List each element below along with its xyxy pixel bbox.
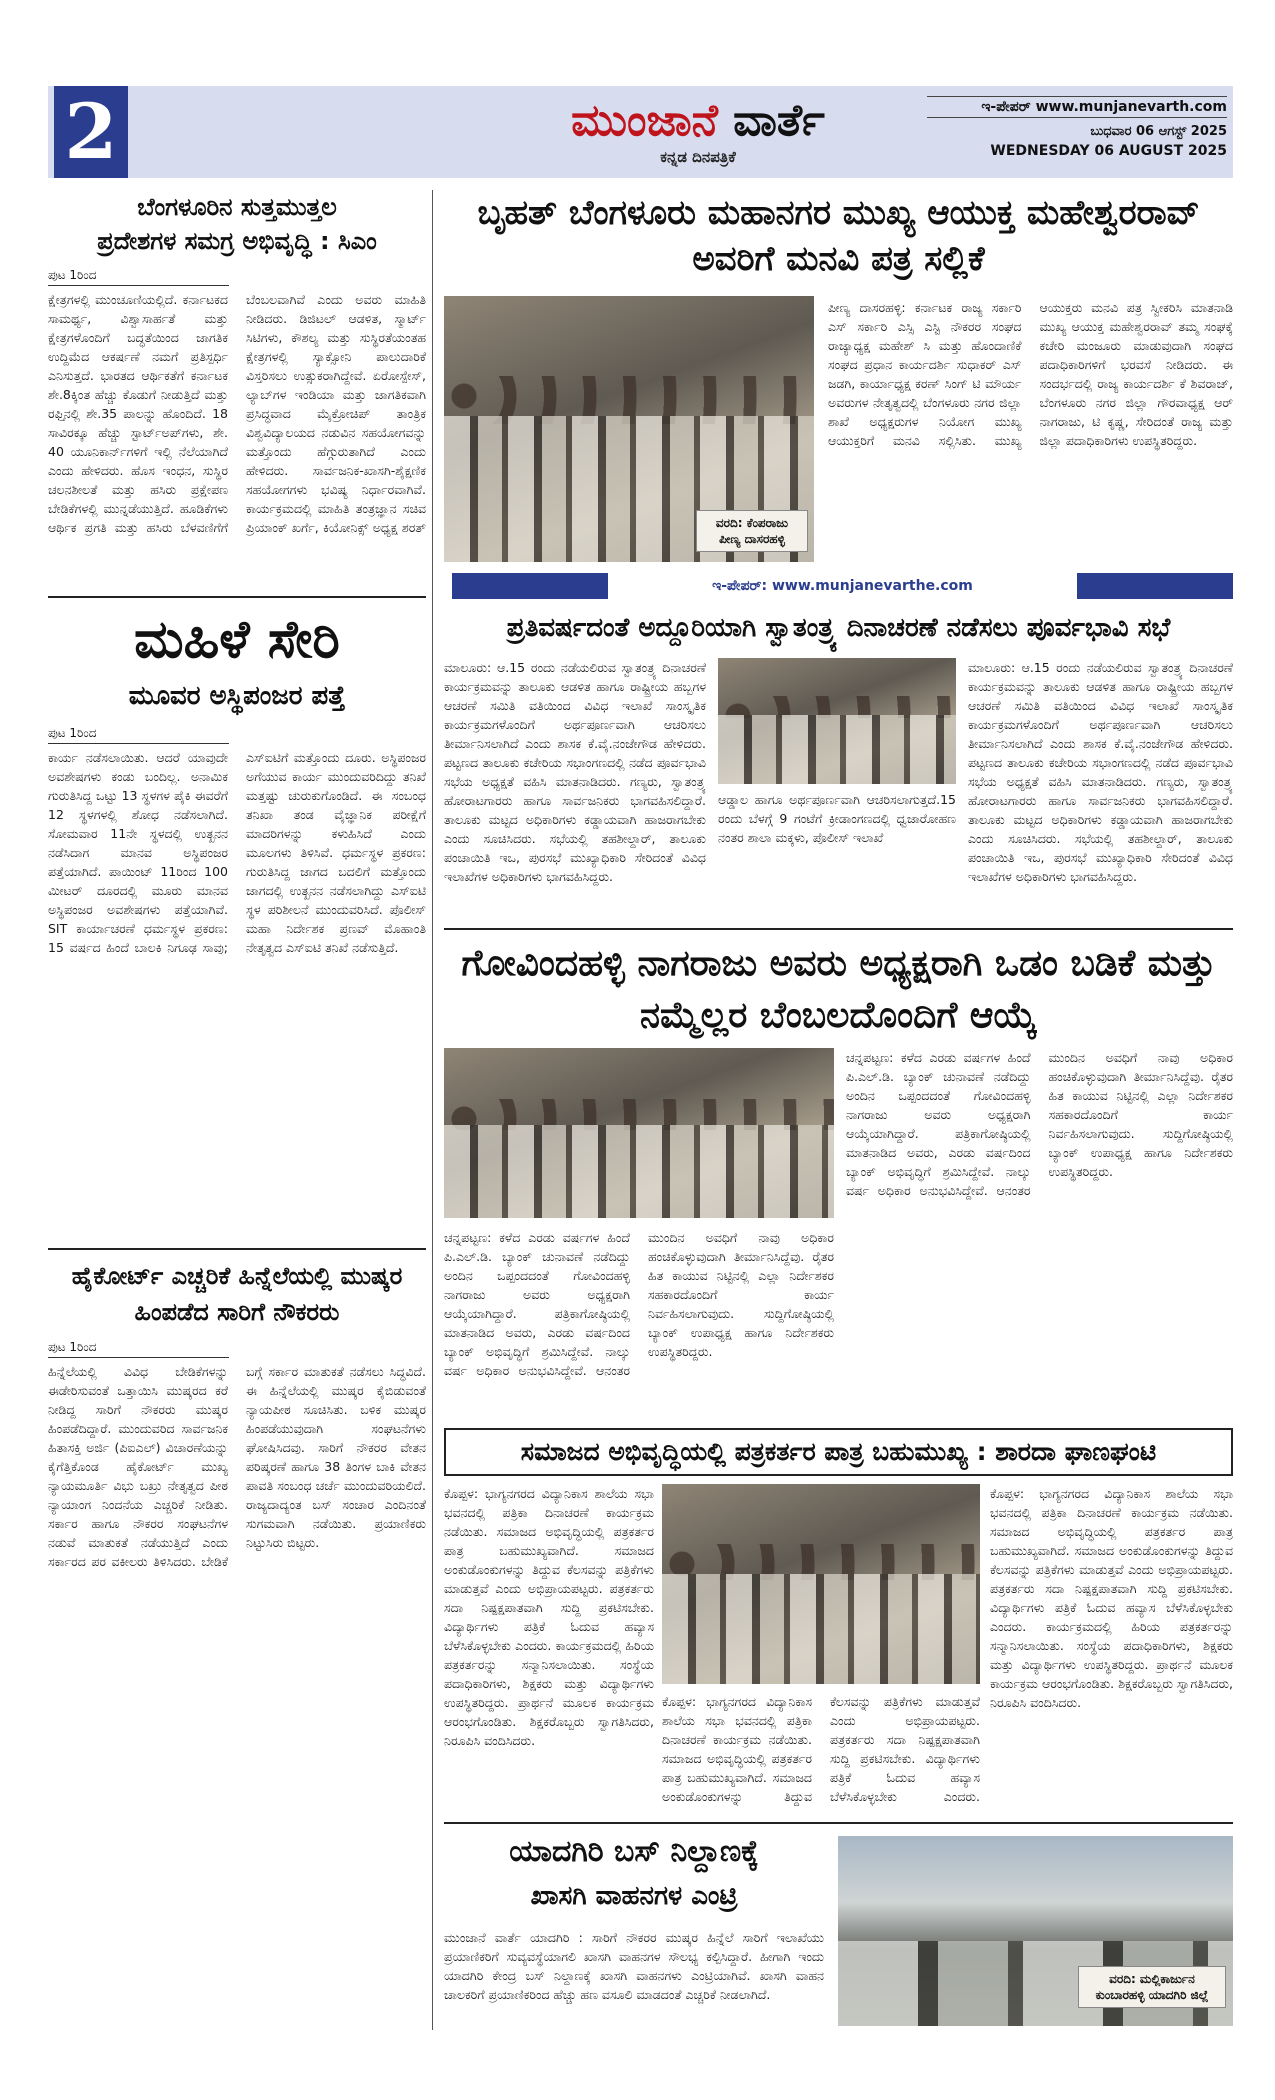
story-transport-strike bbox=[48, 1258, 426, 2022]
column-divider bbox=[432, 190, 433, 2030]
epaper-banner-text: ಇ-ಪೇಪರ್: www.munjanevarthe.com bbox=[712, 578, 973, 594]
story2-photo-caption bbox=[696, 510, 808, 552]
story1-kicker: ಬೆಂಗಳೂರಿನ ಸುತ್ತಮುತ್ತಲ bbox=[137, 193, 337, 221]
divider bbox=[444, 1822, 1233, 1824]
story5-body: ಚನ್ನಪಟ್ಟಣ: ಕಳೆದ ಎರಡು ವರ್ಷಗಳ ಹಿಂದೆ ಪಿ.ಎಲ್.ಡಿ. ಬ್ಯಾಂಕ್ ಚುನಾವಣೆ ನಡೆದಿದ್ದು ಅಂದಿನ ಒಪ್ಪಂದದಂತೆ ಗೋವಿಂದಹಳ್ಳಿ ನಾಗರಾಜು ಅವರು ಅಧ್ಯಕ್ಷರಾಗಿ ಆಯ್ಕೆಯಾಗಿದ್ದಾರೆ. ಪತ್ರಿಕಾಗೋಷ್ಠಿಯಲ್ಲಿ ಮಾತನಾಡಿದ ಅವರು, ಎರಡು ವರ್ಷದಿಂದ ಬ್ಯಾಂಕ್ ಅಭಿವೃದ್ಧಿಗೆ ಶ್ರಮಿಸಿದ್ದೇವೆ. ನಾಲ್ಕು ವರ್ಷ ಅಧಿಕಾರ ಅನುಭವಿಸಿದ್ದೇವೆ. ಆನಂತರ ಮುಂದಿನ ಅವಧಿಗೆ ನಾವು ಅಧಿಕಾರ ಹಂಚಿಕೊಳ್ಳುವುದಾಗಿ ತೀರ್ಮಾನಿಸಿದ್ದೆವು. ರೈತರ ಹಿತ ಕಾಯುವ ನಿಟ್ಟಿನಲ್ಲಿ ಎಲ್ಲಾ ನಿರ್ದೇಶಕರ ಸಹಕಾರದೊಂದಿಗೆ ಕಾರ್ಯ ನಿರ್ವಹಿಸಲಾಗುವುದು. ಸುದ್ದಿಗೋಷ್ಠಿಯಲ್ಲಿ ಬ್ಯಾಂಕ್ ಉಪಾಧ್ಯಕ್ಷ ಹಾಗೂ ನಿರ್ದೇಶಕರು ಉಪಸ್ಥಿತರಿದ್ದರು. bbox=[444, 1230, 834, 1378]
brand-logo bbox=[508, 96, 888, 166]
story4-headline: ಪ್ರತಿವರ್ಷದಂತೆ ಅದ್ದೂರಿಯಾಗಿ ಸ್ವಾತಂತ್ರ್ಯ ದಿನಾಚರಣೆ ನಡೆಸಲು ಪೂರ್ವಭಾವಿ ಸಭೆ bbox=[506, 613, 1171, 643]
story3-body: ಕಾರ್ಯ ನಡೆಸಲಾಯಿತು. ಆದರೆ ಯಾವುದೇ ಅವಶೇಷಗಳು ಕಂಡು ಬಂದಿಲ್ಲ. ಅನಾಮಿಕ ಗುರುತಿಸಿದ್ದ ಒಟ್ಟು 13 ಸ್ಥಳಗಳ ಪೈಕಿ ಈವರೆಗೆ 12 ಸ್ಥಳಗಳಲ್ಲಿ ಶೋಧ ನಡೆಸಲಾಗಿದೆ. ಸೋಮವಾರ 11ನೇ ಸ್ಥಳದಲ್ಲಿ ಉತ್ಖನನ ನಡೆಸಿದಾಗ ಮಾನವ ಅಸ್ಥಿಪಂಜರ ಪತ್ತೆಯಾಗಿದೆ. ಪಾಯಿಂಟ್ 11ರಿಂದ 100 ಮೀಟರ್ ದೂರದಲ್ಲಿ ಮೂರು ಮಾನವ ಅಸ್ಥಿಪಂಜರ ಅವಶೇಷಗಳು ಪತ್ತೆಯಾಗಿವೆ. SIT ಕಾರ್ಯಾಚರಣೆ ಧರ್ಮಸ್ಥಳ ಪ್ರಕರಣ: 15 ವರ್ಷದ ಹಿಂದೆ ಬಾಲಕಿ ನಿಗೂಢ ಸಾವು; ಎಸ್‌ಐಟಿಗೆ ಮತ್ತೊಂದು ದೂರು. ಅಸ್ಥಿಪಂಜರ ಅಗೆಯುವ ಕಾರ್ಯ ಮುಂದುವರಿದಿದ್ದು ತನಿಖೆ ಮತ್ತಷ್ಟು ಚುರುಕುಗೊಂಡಿದೆ. ಈ ಸಂಬಂಧ ತನಿಖಾ ತಂಡ ವೈಜ್ಞಾನಿಕ ಪರೀಕ್ಷೆಗೆ ಮಾದರಿಗಳನ್ನು ಕಳುಹಿಸಿದೆ ಎಂದು ಮೂಲಗಳು ತಿಳಿಸಿವೆ. ಧರ್ಮಸ್ಥಳ ಪ್ರಕರಣ: ಗುರುತಿಸಿದ್ದ ಜಾಗದ ಬದಲಿಗೆ ಮತ್ತೊಂದು ಜಾಗದಲ್ಲಿ ಉತ್ಖನನ ನಡೆಸಲಾಗಿದ್ದು ಎಸ್‌ಐಟಿ ಸ್ಥಳ ಪರಿಶೀಲನೆ ಮುಂದುವರಿಸಿದೆ. ಪೊಲೀಸ್ ಮಹಾ ನಿರ್ದೇಶಕ ಪ್ರಣವ್ ಮೊಹಾಂತಿ ನೇತೃತ್ವದ ಎಸ್‌ಐಟಿ ತನಿಖೆ ನಡೆಸುತ್ತಿದೆ. bbox=[48, 750, 426, 955]
date-kannada: ಬುಧವಾರ 06 ಆಗಸ್ಟ್ 2025 bbox=[1090, 124, 1227, 139]
story4-photo-caption: ಆಡ್ಡಾಲ ಹಾಗೂ ಅರ್ಥಪೂರ್ಣವಾಗಿ ಆಚರಿಸಲಾಗುತ್ತದೆ.15 ರಂದು ಬೆಳಗ್ಗೆ 9 ಗಂಟೆಗೆ ಕ್ರೀಡಾಂಗಣದಲ್ಲಿ ಧ್ವಜಾರೋಹಣ ನಂತರ ಶಾಲಾ ಮಕ್ಕಳು, ಪೊಲೀಸ್ ಇಲಾಖೆ bbox=[718, 792, 956, 845]
story-skeletons bbox=[48, 608, 426, 1208]
story8-body: ಮುಂಜಾನೆ ವಾರ್ತೆ ಯಾದಗಿರಿ : ಸಾರಿಗೆ ನೌಕರರ ಮುಷ್ಕರ ಹಿನ್ನೆಲೆ ಸಾರಿಗೆ ಇಲಾಖೆಯು ಪ್ರಯಾಣಿಕರಿಗೆ ಸುವ್ಯವಸ್ಥೆಯಾಗಲಿ ಖಾಸಗಿ ವಾಹನಗಳ ಸೌಲಭ್ಯ ಕಲ್ಪಿಸಿದ್ದಾರೆ. ಹೀಗಾಗಿ ಇಂದು ಯಾದಗಿರಿ ಕೇಂದ್ರ ಬಸ್ ನಿಲ್ದಾಣಕ್ಕೆ ಖಾಸಗಿ ವಾಹನಗಳು ಎಂಟ್ರಿಯಾಗಿವೆ. ಖಾಸಗಿ ವಾಹನ ಚಾಲಕರಿಗೆ ಪ್ರಯಾಣಿಕರಿಂದ ಹೆಚ್ಚು ಹಣ ವಸೂಲಿ ಮಾಡದಂತೆ ಎಚ್ಚರಿಕೆ ನೀಡಲಾಗಿದೆ. bbox=[444, 1930, 824, 2002]
story7-photo bbox=[662, 1484, 980, 1684]
newspaper-page bbox=[48, 86, 1233, 2031]
date-english: WEDNESDAY 06 AUGUST 2025 bbox=[990, 143, 1227, 159]
story8-photo-caption bbox=[1078, 1966, 1226, 2008]
story4-body: ಮಾಲೂರು: ಆ.15 ರಂದು ನಡೆಯಲಿರುವ ಸ್ವಾತಂತ್ರ್ಯ ದಿನಾಚರಣೆ ಕಾರ್ಯಕ್ರಮವನ್ನು ತಾಲೂಕು ಆಡಳಿತ ಹಾಗೂ ರಾಷ್ಟ್ರೀಯ ಹಬ್ಬಗಳ ಆಚರಣೆ ಸಮಿತಿ ವತಿಯಿಂದ ವಿವಿಧ ಇಲಾಖೆ ಸಾಂಸ್ಕೃತಿಕ ಕಾರ್ಯಕ್ರಮಗಳೊಂದಿಗೆ ಅರ್ಥಪೂರ್ಣವಾಗಿ ಆಚರಿಸಲು ತೀರ್ಮಾನಿಸಲಾಗಿದೆ ಎಂದು ಶಾಸಕ ಕೆ.ವೈ.ನಂಜೇಗೌಡ ಹೇಳಿದರು. ಪಟ್ಟಣದ ತಾಲೂಕು ಕಚೇರಿಯ ಸಭಾಂಗಣದಲ್ಲಿ ನಡೆದ ಪೂರ್ವಭಾವಿ ಸಭೆಯ ಅಧ್ಯಕ್ಷತೆ ವಹಿಸಿ ಮಾತನಾಡಿದರು. ಗಣ್ಯರು, ಸ್ವಾತಂತ್ರ್ಯ ಹೋರಾಟಗಾರರು ಹಾಗೂ ಸಾರ್ವಜನಿಕರು ಭಾಗವಹಿಸಲಿದ್ದಾರೆ. ತಾಲೂಕು ಮಟ್ಟದ ಅಧಿಕಾರಿಗಳು ಕಡ್ಡಾಯವಾಗಿ ಹಾಜರಾಗಬೇಕು ಎಂದು ಸೂಚಿಸಿದರು. ಸಭೆಯಲ್ಲಿ ತಹಶೀಲ್ದಾರ್, ತಾಲೂಕು ಪಂಚಾಯಿತಿ ಇಒ, ಪುರಸಭೆ ಮುಖ್ಯಾಧಿಕಾರಿ ಸೇರಿದಂತೆ ವಿವಿಧ ಇಲಾಖೆಗಳ ಅಧಿಕಾರಿಗಳು ಭಾಗವಹಿಸಿದ್ದರು. bbox=[444, 660, 706, 884]
story4-photo bbox=[718, 658, 956, 784]
story7-headline: ಸಮಾಜದ ಅಭಿವೃದ್ಧಿಯಲ್ಲಿ ಪತ್ರಕರ್ತರ ಪಾತ್ರ ಬಹುಮುಖ್ಯ : ಶಾರದಾ ಘಾಣಘಂಟಿ bbox=[520, 1437, 1157, 1466]
story7-body-cont: ಕೊಪ್ಪಳ: ಭಾಗ್ಯನಗರದ ವಿದ್ಯಾನಿಕಾಸ ಶಾಲೆಯ ಸಭಾ ಭವನದಲ್ಲಿ ಪತ್ರಿಕಾ ದಿನಾಚರಣೆ ಕಾರ್ಯಕ್ರಮ ನಡೆಯಿತು. ಸಮಾಜದ ಅಭಿವೃದ್ಧಿಯಲ್ಲಿ ಪತ್ರಕರ್ತರ ಪಾತ್ರ ಬಹುಮುಖ್ಯವಾಗಿದೆ. ಸಮಾಜದ ಅಂಕುಡೊಂಕುಗಳನ್ನು ತಿದ್ದುವ ಕೆಲಸವನ್ನು ಪತ್ರಿಕೆಗಳು ಮಾಡುತ್ತವೆ ಎಂದು ಅಭಿಪ್ರಾಯಪಟ್ಟರು. ಪತ್ರಕರ್ತರು ಸದಾ ನಿಷ್ಪಕ್ಷಪಾತವಾಗಿ ಸುದ್ದಿ ಪ್ರಕಟಿಸಬೇಕು. ವಿದ್ಯಾರ್ಥಿಗಳು ಪತ್ರಿಕೆ ಓದುವ ಹವ್ಯಾಸ ಬೆಳೆಸಿಕೊಳ್ಳಬೇಕು ಎಂದರು. bbox=[662, 1694, 980, 1804]
story6-headline: ಹೈಕೋರ್ಟ್ ಎಚ್ಚರಿಕೆ ಹಿನ್ನೆಲೆಯಲ್ಲಿ ಮುಷ್ಕರ ಹಿಂಪಡೆದ ಸಾರಿಗೆ ನೌಕರರು bbox=[71, 1262, 403, 1326]
story7-body: ಕೊಪ್ಪಳ: ಭಾಗ್ಯನಗರದ ವಿದ್ಯಾನಿಕಾಸ ಶಾಲೆಯ ಸಭಾ ಭವನದಲ್ಲಿ ಪತ್ರಿಕಾ ದಿನಾಚರಣೆ ಕಾರ್ಯಕ್ರಮ ನಡೆಯಿತು. ಸಮಾಜದ ಅಭಿವೃದ್ಧಿಯಲ್ಲಿ ಪತ್ರಕರ್ತರ ಪಾತ್ರ ಬಹುಮುಖ್ಯವಾಗಿದೆ. ಸಮಾಜದ ಅಂಕುಡೊಂಕುಗಳನ್ನು ತಿದ್ದುವ ಕೆಲಸವನ್ನು ಪತ್ರಿಕೆಗಳು ಮಾಡುತ್ತವೆ ಎಂದು ಅಭಿಪ್ರಾಯಪಟ್ಟರು. ಪತ್ರಕರ್ತರು ಸದಾ ನಿಷ್ಪಕ್ಷಪಾತವಾಗಿ ಸುದ್ದಿ ಪ್ರಕಟಿಸಬೇಕು. ವಿದ್ಯಾರ್ಥಿಗಳು ಪತ್ರಿಕೆ ಓದುವ ಹವ್ಯಾಸ ಬೆಳೆಸಿಕೊಳ್ಳಬೇಕು ಎಂದರು. ಕಾರ್ಯಕ್ರಮದಲ್ಲಿ ಹಿರಿಯ ಪತ್ರಕರ್ತರನ್ನು ಸನ್ಮಾನಿಸಲಾಯಿತು. ಸಂಸ್ಥೆಯ ಪದಾಧಿಕಾರಿಗಳು, ಶಿಕ್ಷಕರು ಮತ್ತು ವಿದ್ಯಾರ್ಥಿಗಳು ಉಪಸ್ಥಿತರಿದ್ದರು. ಪ್ರಾರ್ಥನೆ ಮೂಲಕ ಕಾರ್ಯಕ್ರಮ ಆರಂಭಗೊಂಡಿತು. ಶಿಕ್ಷಕರೊಬ್ಬರು ಸ್ವಾಗತಿಸಿದರು, ನಿರೂಪಿಸಿ ವಂದಿಸಿದರು. bbox=[444, 1486, 654, 1748]
epaper-banner[interactable] bbox=[452, 573, 1233, 599]
divider bbox=[444, 928, 1233, 930]
masthead-info bbox=[927, 96, 1227, 159]
brand-subtitle: ಕನ್ನಡ ದಿನಪತ್ರಿಕೆ bbox=[660, 148, 736, 166]
page-number: 2 bbox=[54, 86, 128, 178]
story5-photo bbox=[444, 1048, 834, 1218]
divider bbox=[48, 596, 426, 598]
brand-title-part2: ವಾರ್ತೆ bbox=[733, 95, 825, 146]
brand-title-part1: ಮುಂಜಾನೆ bbox=[571, 95, 718, 146]
story6-dateline: ಪುಟ 1ರಿಂದ bbox=[48, 1340, 229, 1358]
story4-body-cont: ಮಾಲೂರು: ಆ.15 ರಂದು ನಡೆಯಲಿರುವ ಸ್ವಾತಂತ್ರ್ಯ ದಿನಾಚರಣೆ ಕಾರ್ಯಕ್ರಮವನ್ನು ತಾಲೂಕು ಆಡಳಿತ ಹಾಗೂ ರಾಷ್ಟ್ರೀಯ ಹಬ್ಬಗಳ ಆಚರಣೆ ಸಮಿತಿ ವತಿಯಿಂದ ವಿವಿಧ ಇಲಾಖೆ ಸಾಂಸ್ಕೃತಿಕ ಕಾರ್ಯಕ್ರಮಗಳೊಂದಿಗೆ ಅರ್ಥಪೂರ್ಣವಾಗಿ ಆಚರಿಸಲು ತೀರ್ಮಾನಿಸಲಾಗಿದೆ ಎಂದು ಶಾಸಕ ಕೆ.ವೈ.ನಂಜೇಗೌಡ ಹೇಳಿದರು. ಪಟ್ಟಣದ ತಾಲೂಕು ಕಚೇರಿಯ ಸಭಾಂಗಣದಲ್ಲಿ ನಡೆದ ಪೂರ್ವಭಾವಿ ಸಭೆಯ ಅಧ್ಯಕ್ಷತೆ ವಹಿಸಿ ಮಾತನಾಡಿದರು. ಗಣ್ಯರು, ಸ್ವಾತಂತ್ರ್ಯ ಹೋರಾಟಗಾರರು ಹಾಗೂ ಸಾರ್ವಜನಿಕರು ಭಾಗವಹಿಸಲಿದ್ದಾರೆ. ತಾಲೂಕು ಮಟ್ಟದ ಅಧಿಕಾರಿಗಳು ಕಡ್ಡಾಯವಾಗಿ ಹಾಜರಾಗಬೇಕು ಎಂದು ಸೂಚಿಸಿದರು. ಸಭೆಯಲ್ಲಿ ತಹಶೀಲ್ದಾರ್, ತಾಲೂಕು ಪಂಚಾಯಿತಿ ಇಒ, ಪುರಸಭೆ ಮುಖ್ಯಾಧಿಕಾರಿ ಸೇರಿದಂತೆ ವಿವಿಧ ಇಲಾಖೆಗಳ ಅಧಿಕಾರಿಗಳು ಭಾಗವಹಿಸಿದ್ದರು. bbox=[968, 660, 1233, 884]
story2-caption-place: ಪೀಣ್ಯ ದಾಸರಹಳ್ಳಿ bbox=[719, 532, 785, 546]
story8-caption-place: ಕುಂಬಾರಹಳ್ಳಿ ಯಾದಗಿರಿ ಜಿಲ್ಲೆ bbox=[1095, 1988, 1209, 2002]
story-bank-president bbox=[444, 938, 1233, 1042]
story2-caption-label: ವರದಿ: ಕೆಂಪರಾಜು bbox=[715, 516, 789, 530]
story2-headline: ಬೃಹತ್ ಬೆಂಗಳೂರು ಮಹಾನಗರ ಮುಖ್ಯ ಆಯುಕ್ತ ಮಹೇಶ್ವರರಾವ್ ಅವರಿಗೆ ಮನವಿ ಪತ್ರ ಸಲ್ಲಿಕೆ bbox=[477, 193, 1200, 279]
story6-body: ಹಿನ್ನೆಲೆಯಲ್ಲಿ ವಿವಿಧ ಬೇಡಿಕೆಗಳನ್ನು ಈಡೇರಿಸುವಂತೆ ಒತ್ತಾಯಿಸಿ ಮುಷ್ಕರದ ಕರೆ ನೀಡಿದ್ದ ಸಾರಿಗೆ ನೌಕರರು ಮುಷ್ಕರ ಹಿಂಪಡೆದಿದ್ದಾರೆ. ಮುಂದುವರಿದ ಸಾರ್ವಜನಿಕ ಹಿತಾಸಕ್ತಿ ಅರ್ಜಿ (ಪಿಐಎಲ್) ವಿಚಾರಣೆಯನ್ನು ಕೈಗೆತ್ತಿಕೊಂಡ ಹೈಕೋರ್ಟ್ ಮುಖ್ಯ ನ್ಯಾಯಮೂರ್ತಿ ವಿಭು ಬಖ್ರು ನೇತೃತ್ವದ ಪೀಠ ನ್ಯಾಯಾಂಗ ನಿಂದನೆಯ ಎಚ್ಚರಿಕೆ ನೀಡಿತು. ಸರ್ಕಾರ ಹಾಗೂ ನೌಕರರ ಸಂಘಟನೆಗಳ ನಡುವೆ ಮಾತುಕತೆ ನಡೆಯುತ್ತಿದೆ ಎಂದು ಸರ್ಕಾರದ ಪರ ವಕೀಲರು ತಿಳಿಸಿದರು. ಬೇಡಿಕೆ ಬಗ್ಗೆ ಸರ್ಕಾರ ಮಾತುಕತೆ ನಡೆಸಲು ಸಿದ್ಧವಿದೆ. ಈ ಹಿನ್ನೆಲೆಯಲ್ಲಿ ಮುಷ್ಕರ ಕೈಬಿಡುವಂತೆ ನ್ಯಾಯಪೀಠ ಸೂಚಿಸಿತು. ಬಳಿಕ ಮುಷ್ಕರ ಹಿಂಪಡೆಯುವುದಾಗಿ ಸಂಘಟನೆಗಳು ಘೋಷಿಸಿದವು. ಸಾರಿಗೆ ನೌಕರರ ವೇತನ ಪರಿಷ್ಕರಣೆ ಹಾಗೂ 38 ತಿಂಗಳ ಬಾಕಿ ವೇತನ ಪಾವತಿ ಸಂಬಂಧ ಚರ್ಚೆ ಮುಂದುವರಿಯಲಿದೆ. ರಾಜ್ಯದಾದ್ಯಂತ ಬಸ್ ಸಂಚಾರ ಎಂದಿನಂತೆ ಸುಗಮವಾಗಿ ನಡೆಯಿತು. ಪ್ರಯಾಣಿಕರು ನಿಟ್ಟುಸಿರು ಬಿಟ್ಟರು. bbox=[48, 1364, 426, 1569]
story8-subhead: ಖಾಸಗಿ ವಾಹನಗಳ ಎಂಟ್ರಿ bbox=[530, 1881, 738, 1911]
divider bbox=[48, 1248, 426, 1250]
epaper-link[interactable]: ಇ-ಪೇಪರ್ www.munjanevarth.com bbox=[927, 96, 1227, 118]
story3-dateline: ಪುಟ 1ರಿಂದ bbox=[48, 726, 229, 744]
story1-headline: ಪ್ರದೇಶಗಳ ಸಮಗ್ರ ಅಭಿವೃದ್ಧಿ : ಸಿಎಂ bbox=[97, 227, 377, 255]
story8-caption-label: ವರದಿ: ಮಲ್ಲಿಕಾರ್ಜುನ bbox=[1109, 1972, 1195, 1986]
story8-headline: ಯಾದಗಿರಿ ಬಸ್ ನಿಲ್ದಾಣಕ್ಕೆ bbox=[509, 1834, 759, 1869]
story-memorandum bbox=[444, 190, 1233, 282]
story3-subhead: ಮೂವರ ಅಸ್ಥಿಪಂಜರ ಪತ್ತೆ bbox=[128, 681, 346, 711]
masthead bbox=[48, 86, 1233, 178]
story2-body: ಪೀಣ್ಯ ದಾಸರಹಳ್ಳಿ: ಕರ್ನಾಟಕ ರಾಜ್ಯ ಸರ್ಕಾರಿ ಎಸ್ ಸರ್ಕಾರಿ ಎಸ್ಸಿ ಎಸ್ಟಿ ನೌಕರರ ಸಂಘದ ರಾಜ್ಯಾಧ್ಯಕ್ಷ ಮಹೇಶ್ ಸಿ ಮತ್ತು ಹೊಂದಾಣಿಕೆ ಸಂಘದ ಪ್ರಧಾನ ಕಾರ್ಯದರ್ಶಿ ಸುಧಾಕರ್ ಎಸ್ ಜಡಗಿ, ಕಾರ್ಯಾಧ್ಯಕ್ಷ ಕರಣ್ ಸಿಂಗ್ ಟಿ ಮೌರ್ಯ ಅವರುಗಳ ನೇತೃತ್ವದಲ್ಲಿ ಬೆಂಗಳೂರು ನಗರ ಜಿಲ್ಲಾ ಶಾಖೆ ಅಧ್ಯಕ್ಷರುಗಳ ನಿಯೋಗ ಮುಖ್ಯ ಆಯುಕ್ತರಿಗೆ ಮನವಿ ಸಲ್ಲಿಸಿತು. ಮುಖ್ಯ ಆಯುಕ್ತರು ಮನವಿ ಪತ್ರ ಸ್ವೀಕರಿಸಿ ಮಾತನಾಡಿ ಮುಖ್ಯ ಆಯುಕ್ತ ಮಹೇಶ್ವರರಾವ್ ತಮ್ಮ ಸಂಘಕ್ಕೆ ಕಚೇರಿ ಮಂಜೂರು ಮಾಡುವುದಾಗಿ ಸಂಘದ ಪದಾಧಿಕಾರಿಗಳಿಗೆ ಭರವಸೆ ನೀಡಿದರು. ಈ ಸಂದರ್ಭದಲ್ಲಿ ರಾಜ್ಯ ಕಾರ್ಯದರ್ಶಿ ಕೆ ಶಿವರಾಜ್, ಬೆಂಗಳೂರು ನಗರ ಜಿಲ್ಲಾ ಗೌರವಾಧ್ಯಕ್ಷ ಆರ್ ನಾಗರಾಜು, ಟಿ ಕೃಷ್ಣ, ಸೇರಿದಂತೆ ರಾಜ್ಯ ಮತ್ತು ಜಿಲ್ಲಾ ಪದಾಧಿಕಾರಿಗಳು ಉಪಸ್ಥಿತರಿದ್ದರು. bbox=[828, 300, 1233, 448]
story-cm-development bbox=[48, 190, 426, 548]
story7-headline-box bbox=[444, 1428, 1233, 1476]
story-bus-stand bbox=[444, 1832, 824, 1916]
story1-body: ಕ್ಷೇತ್ರಗಳಲ್ಲಿ ಮುಂಚೂಣಿಯಲ್ಲಿದೆ. ಕರ್ನಾಟಕದ ಸಾಮರ್ಥ್ಯ, ವಿಶ್ವಾಸಾರ್ಹತೆ ಮತ್ತು ಕ್ಷೇತ್ರಗಳೊಂದಿಗೆ ಬದ್ಧತೆಯಿಂದ ಜಾಗತಿಕ ಉದ್ದಿಮೆದ ಆಕರ್ಷಣೆ ನಮಗೆ ಪ್ರತಿಸ್ಪರ್ಧಿ ಎನಿಸುತ್ತದೆ. ಭಾರತದ ಆರ್ಥಿಕತೆಗೆ ಕರ್ನಾಟಕ ಶೇ.8ಕ್ಕಿಂತ ಹೆಚ್ಚು ಕೊಡುಗೆ ನೀಡುತ್ತಿದೆ ಮತ್ತು ರಫ್ತಿನಲ್ಲಿ ಶೇ.35 ಪಾಲನ್ನು ಹೊಂದಿದೆ. 18 ಸಾವಿರಕ್ಕೂ ಹೆಚ್ಚು ಸ್ಟಾರ್ಟ್‌ಅಪ್‌ಗಳು, ಶೇ. 40 ಯೂನಿಕಾರ್ನ್‌ಗಳಿಗೆ ಇಲ್ಲಿ ನೆಲೆಯಾಗಿದೆ ಎಂದು ಹೇಳಿದರು. ಹೊಸ ಇಂಧನ, ಸುಸ್ಥಿರ ಚಲನಶೀಲತೆ ಮತ್ತು ಹಸಿರು ಪ್ರಕ್ಷೇಪಣ ಬೇಡಿಕೆಗಳಲ್ಲಿ ಮುನ್ನಡೆಯುತ್ತಿದೆ. ಹೂಡಿಕೆಗಳು ಆರ್ಥಿಕ ಪ್ರಗತಿ ಮತ್ತು ಹಸಿರು ಬೆಳವಣಿಗೆಗೆ ಬೆಂಬಲವಾಗಿವೆ ಎಂದು ಅವರು ಮಾಹಿತಿ ನೀಡಿದರು. ಡಿಜಿಟಲ್ ಆಡಳಿತ, ಸ್ಮಾರ್ಟ್ ಸಿಟಿಗಳು, ಕೌಶಲ್ಯ ಮತ್ತು ಸುಸ್ಥಿರತೆಯಂತಹ ಕ್ಷೇತ್ರಗಳಲ್ಲಿ ಸ್ಯಾಕ್ಸೋನಿ ಪಾಲುದಾರಿಕೆ ವಿಸ್ತರಿಸಲು ಉತ್ಸುಕರಾಗಿದ್ದೇವೆ. ಏರೋಸ್ಪೇಸ್, ಲ್ಯಾಬ್‌ಗಳ ಇಂಡಿಯಾ ಮತ್ತು ಜಾಗತಿಕವಾಗಿ ಪ್ರಸಿದ್ಧವಾದ ಮೈಕ್ರೋಚಿಪ್ ತಾಂತ್ರಿಕ ವಿಶ್ವವಿದ್ಯಾಲಯದ ನಡುವಿನ ಸಹಯೋಗವನ್ನು ಮತ್ತೊಂದು ಹೆಗ್ಗುರುತಾಗಿದೆ ಎಂದು ಹೇಳಿದರು. ಸಾರ್ವಜನಿಕ-ಖಾಸಗಿ-ಶೈಕ್ಷಣಿಕ ಸಹಯೋಗಗಳು ಭವಿಷ್ಯ ನಿರ್ಧಾರವಾಗಿವೆ. ಕಾರ್ಯಕ್ರಮದಲ್ಲಿ ಮಾಹಿತಿ ತಂತ್ರಜ್ಞಾನ ಸಚಿವ ಪ್ರಿಯಾಂಕ್ ಖರ್ಗೆ, ಕಿಯೋನಿಕ್ಸ್ ಅಧ್ಯಕ್ಷ ಶರತ್ bbox=[48, 292, 426, 535]
story1-dateline: ಪುಟ 1ರಿಂದ bbox=[48, 268, 229, 286]
story5-headline: ಗೋವಿಂದಹಳ್ಳಿ ನಾಗರಾಜು ಅವರು ಅಧ್ಯಕ್ಷರಾಗಿ ಒಡಂ ಬಡಿಕೆ ಮತ್ತು ನಮ್ಮೆಲ್ಲರ ಬೆಂಬಲದೊಂದಿಗೆ ಆಯ್ಕೆ bbox=[461, 943, 1216, 1036]
story-independence-day bbox=[444, 608, 1233, 648]
story3-headline: ಮಹಿಳೆ ಸೇರಿ bbox=[134, 610, 340, 670]
story5-body-cont: ಚನ್ನಪಟ್ಟಣ: ಕಳೆದ ಎರಡು ವರ್ಷಗಳ ಹಿಂದೆ ಪಿ.ಎಲ್.ಡಿ. ಬ್ಯಾಂಕ್ ಚುನಾವಣೆ ನಡೆದಿದ್ದು ಅಂದಿನ ಒಪ್ಪಂದದಂತೆ ಗೋವಿಂದಹಳ್ಳಿ ನಾಗರಾಜು ಅವರು ಅಧ್ಯಕ್ಷರಾಗಿ ಆಯ್ಕೆಯಾಗಿದ್ದಾರೆ. ಪತ್ರಿಕಾಗೋಷ್ಠಿಯಲ್ಲಿ ಮಾತನಾಡಿದ ಅವರು, ಎರಡು ವರ್ಷದಿಂದ ಬ್ಯಾಂಕ್ ಅಭಿವೃದ್ಧಿಗೆ ಶ್ರಮಿಸಿದ್ದೇವೆ. ನಾಲ್ಕು ವರ್ಷ ಅಧಿಕಾರ ಅನುಭವಿಸಿದ್ದೇವೆ. ಆನಂತರ ಮುಂದಿನ ಅವಧಿಗೆ ನಾವು ಅಧಿಕಾರ ಹಂಚಿಕೊಳ್ಳುವುದಾಗಿ ತೀರ್ಮಾನಿಸಿದ್ದೆವು. ರೈತರ ಹಿತ ಕಾಯುವ ನಿಟ್ಟಿನಲ್ಲಿ ಎಲ್ಲಾ ನಿರ್ದೇಶಕರ ಸಹಕಾರದೊಂದಿಗೆ ಕಾರ್ಯ ನಿರ್ವಹಿಸಲಾಗುವುದು. ಸುದ್ದಿಗೋಷ್ಠಿಯಲ್ಲಿ ಬ್ಯಾಂಕ್ ಉಪಾಧ್ಯಕ್ಷ ಹಾಗೂ ನಿರ್ದೇಶಕರು ಉಪಸ್ಥಿತರಿದ್ದರು. bbox=[846, 1050, 1233, 1198]
story7-body-cont2: ಕೊಪ್ಪಳ: ಭಾಗ್ಯನಗರದ ವಿದ್ಯಾನಿಕಾಸ ಶಾಲೆಯ ಸಭಾ ಭವನದಲ್ಲಿ ಪತ್ರಿಕಾ ದಿನಾಚರಣೆ ಕಾರ್ಯಕ್ರಮ ನಡೆಯಿತು. ಸಮಾಜದ ಅಭಿವೃದ್ಧಿಯಲ್ಲಿ ಪತ್ರಕರ್ತರ ಪಾತ್ರ ಬಹುಮುಖ್ಯವಾಗಿದೆ. ಸಮಾಜದ ಅಂಕುಡೊಂಕುಗಳನ್ನು ತಿದ್ದುವ ಕೆಲಸವನ್ನು ಪತ್ರಿಕೆಗಳು ಮಾಡುತ್ತವೆ ಎಂದು ಅಭಿಪ್ರಾಯಪಟ್ಟರು. ಪತ್ರಕರ್ತರು ಸದಾ ನಿಷ್ಪಕ್ಷಪಾತವಾಗಿ ಸುದ್ದಿ ಪ್ರಕಟಿಸಬೇಕು. ವಿದ್ಯಾರ್ಥಿಗಳು ಪತ್ರಿಕೆ ಓದುವ ಹವ್ಯಾಸ ಬೆಳೆಸಿಕೊಳ್ಳಬೇಕು ಎಂದರು. ಕಾರ್ಯಕ್ರಮದಲ್ಲಿ ಹಿರಿಯ ಪತ್ರಕರ್ತರನ್ನು ಸನ್ಮಾನಿಸಲಾಯಿತು. ಸಂಸ್ಥೆಯ ಪದಾಧಿಕಾರಿಗಳು, ಶಿಕ್ಷಕರು ಮತ್ತು ವಿದ್ಯಾರ್ಥಿಗಳು ಉಪಸ್ಥಿತರಿದ್ದರು. ಪ್ರಾರ್ಥನೆ ಮೂಲಕ ಕಾರ್ಯಕ್ರಮ ಆರಂಭಗೊಂಡಿತು. ಶಿಕ್ಷಕರೊಬ್ಬರು ಸ್ವಾಗತಿಸಿದರು, ನಿರೂಪಿಸಿ ವಂದಿಸಿದರು. bbox=[990, 1486, 1233, 1710]
brand-title bbox=[508, 96, 888, 146]
